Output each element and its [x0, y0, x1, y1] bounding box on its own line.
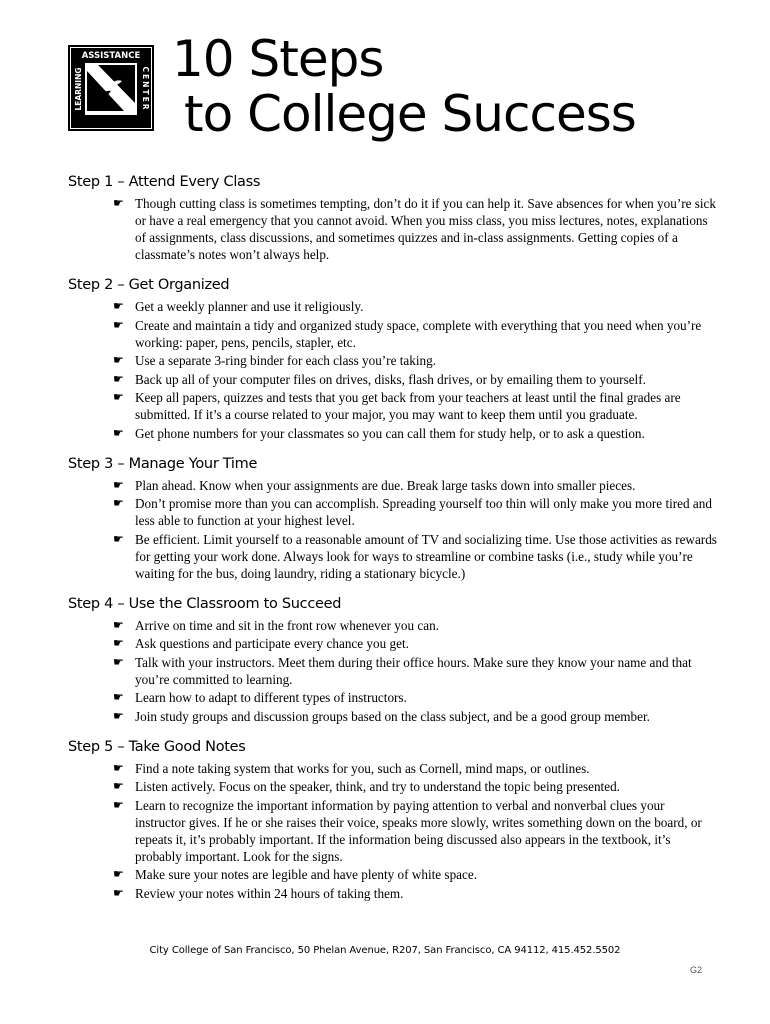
step-heading: Step 1 – Attend Every Class	[68, 174, 261, 190]
list-item-text: Make sure your notes are legible and have plenty of white space.	[135, 867, 478, 882]
list-item	[113, 477, 718, 494]
step-items-list	[68, 477, 718, 582]
list-item-text: Don’t promise more than you can accomplish. Spreading yourself too thin will only make you more tired and less able to function at your highest level.	[135, 496, 712, 528]
step-items-list	[68, 617, 718, 725]
list-item	[113, 689, 718, 706]
list-item-text: Review your notes within 24 hours of taking them.	[135, 885, 404, 901]
list-item-text: Find a note taking system that works for you, such as Cornell, mind maps, or outlines.	[135, 760, 590, 776]
pointing-hand-icon: ☛	[113, 477, 124, 492]
list-item	[113, 531, 718, 582]
pointing-hand-icon: ☛	[113, 390, 124, 404]
list-item	[113, 778, 718, 795]
list-item	[113, 708, 718, 725]
footer-address: City College of San Francisco, 50 Phelan Avenue, R207, San Francisco, CA 94112, 415.452.5502	[149, 945, 621, 956]
list-item	[113, 352, 718, 369]
pointing-hand-icon: ☛	[113, 317, 124, 332]
pointing-hand-icon: ☛	[113, 299, 124, 313]
list-item-text: Join study groups and discussion groups based on the class subject, and be a good group member.	[135, 708, 650, 724]
pointing-hand-icon: ☛	[113, 196, 124, 210]
step-items-list	[68, 760, 718, 902]
list-item-text: Back up all of your computer files on drives, disks, flash drives, or by emailing them to yourself.	[135, 371, 646, 387]
list-item-text: Arrive on time and sit in the front row whenever you can.	[135, 617, 439, 633]
step-items-list	[68, 298, 718, 442]
step-heading: Step 5 – Take Good Notes	[68, 738, 246, 755]
pointing-hand-icon: ☛	[113, 867, 124, 881]
list-item-text: Get a weekly planner and use it religiously.	[135, 299, 364, 314]
step-section	[68, 454, 718, 582]
pointing-hand-icon: ☛	[113, 690, 124, 704]
list-item	[113, 425, 718, 442]
page-code: G2	[689, 965, 702, 975]
pointing-hand-icon: ☛	[113, 654, 124, 669]
pointing-hand-icon: ☛	[113, 617, 124, 632]
list-item	[113, 866, 718, 883]
pointing-hand-icon: ☛	[113, 496, 124, 510]
logo-left-text: LEARNING	[74, 67, 83, 111]
list-item	[113, 654, 718, 688]
list-item	[113, 389, 718, 423]
logo-right-text: CENTER	[141, 66, 150, 112]
pointing-hand-icon: ☛	[113, 708, 124, 723]
step-section	[68, 737, 718, 902]
page-title-line-2: to College Success	[184, 85, 636, 143]
page-title-line-1: 10 Steps	[172, 30, 384, 88]
list-item-text: Talk with your instructors. Meet them during their office hours. Make sure they know your name and that you’re committed to learning.	[135, 654, 692, 687]
list-item	[113, 797, 718, 865]
steps-list	[68, 172, 718, 914]
list-item	[113, 885, 718, 902]
list-item	[113, 617, 718, 634]
list-item-text: Keep all papers, quizzes and tests that you get back from your teachers at least until the final grades are submitted. If it’s a course related to your major, you may want to keep them until you graduate.	[135, 390, 681, 422]
step-heading: Step 2 – Get Organized	[68, 277, 230, 293]
pointing-hand-icon: ☛	[113, 885, 124, 900]
step-items-list	[68, 195, 718, 263]
step-heading: Step 4 – Use the Classroom to Succeed	[68, 595, 342, 612]
list-item-text: Learn to recognize the important information by paying attention to verbal and nonverbal clues your instructor gives. If he or she raises their voice, speaks more slowly, writes something down on the board, or repeats it, it’s probably important. If the information being discussed also appears in the textbook, it’s probably important. Look for the signs.	[135, 797, 702, 864]
step-heading: Step 3 – Manage Your Time	[68, 455, 258, 472]
pointing-hand-icon: ☛	[113, 797, 124, 812]
list-item-text: Be efficient. Limit yourself to a reasonable amount of TV and socializing time. Use those activities as rewards for getting your work done. Always look for ways to streamline or combine tasks (i.e., study while you’re waiting for the bus, doing laundry, riding a stationary bicycle.)	[135, 531, 717, 581]
learning-assistance-center-logo-icon	[68, 45, 154, 131]
pointing-hand-icon: ☛	[113, 353, 124, 367]
pointing-hand-icon: ☛	[113, 371, 124, 386]
pointing-hand-icon: ☛	[113, 425, 124, 440]
pointing-hand-icon: ☛	[113, 760, 124, 775]
logo-top-text: ASSISTANCE	[81, 51, 141, 61]
list-item	[113, 495, 718, 529]
step-section	[68, 172, 718, 263]
list-item	[113, 317, 718, 351]
list-item	[113, 760, 718, 777]
list-item	[113, 371, 718, 388]
list-item-text: Get phone numbers for your classmates so you can call them for study help, or to ask a question.	[135, 425, 645, 441]
list-item	[113, 635, 718, 652]
step-section	[68, 594, 718, 725]
pointing-hand-icon: ☛	[113, 531, 124, 546]
page-title	[172, 32, 636, 142]
list-item-text: Though cutting class is sometimes tempting, don’t do it if you can help it. Save absences for when you’re sick or have a real emergency that you cannot avoid. When you miss class, you miss lectures, notes, explanations of assignments, class discussions, and sometimes quizzes and in-class assignments. Getting copies of a classmate’s notes won’t always help.	[135, 196, 716, 262]
pointing-hand-icon: ☛	[113, 779, 124, 793]
list-item-text: Ask questions and participate every chance you get.	[135, 636, 409, 651]
list-item-text: Plan ahead. Know when your assignments are due. Break large tasks down into smaller pieces.	[135, 477, 636, 493]
list-item-text: Listen actively. Focus on the speaker, think, and try to understand the topic being presented.	[135, 779, 620, 794]
list-item-text: Learn how to adapt to different types of instructors.	[135, 690, 407, 705]
step-section	[68, 275, 718, 442]
list-item-text: Use a separate 3-ring binder for each class you’re taking.	[135, 353, 436, 368]
pointing-hand-icon: ☛	[113, 636, 124, 650]
list-item	[113, 298, 718, 315]
list-item-text: Create and maintain a tidy and organized study space, complete with everything that you need when you’re working: paper, pens, pencils, stapler, etc.	[135, 317, 702, 350]
list-item	[113, 195, 718, 263]
